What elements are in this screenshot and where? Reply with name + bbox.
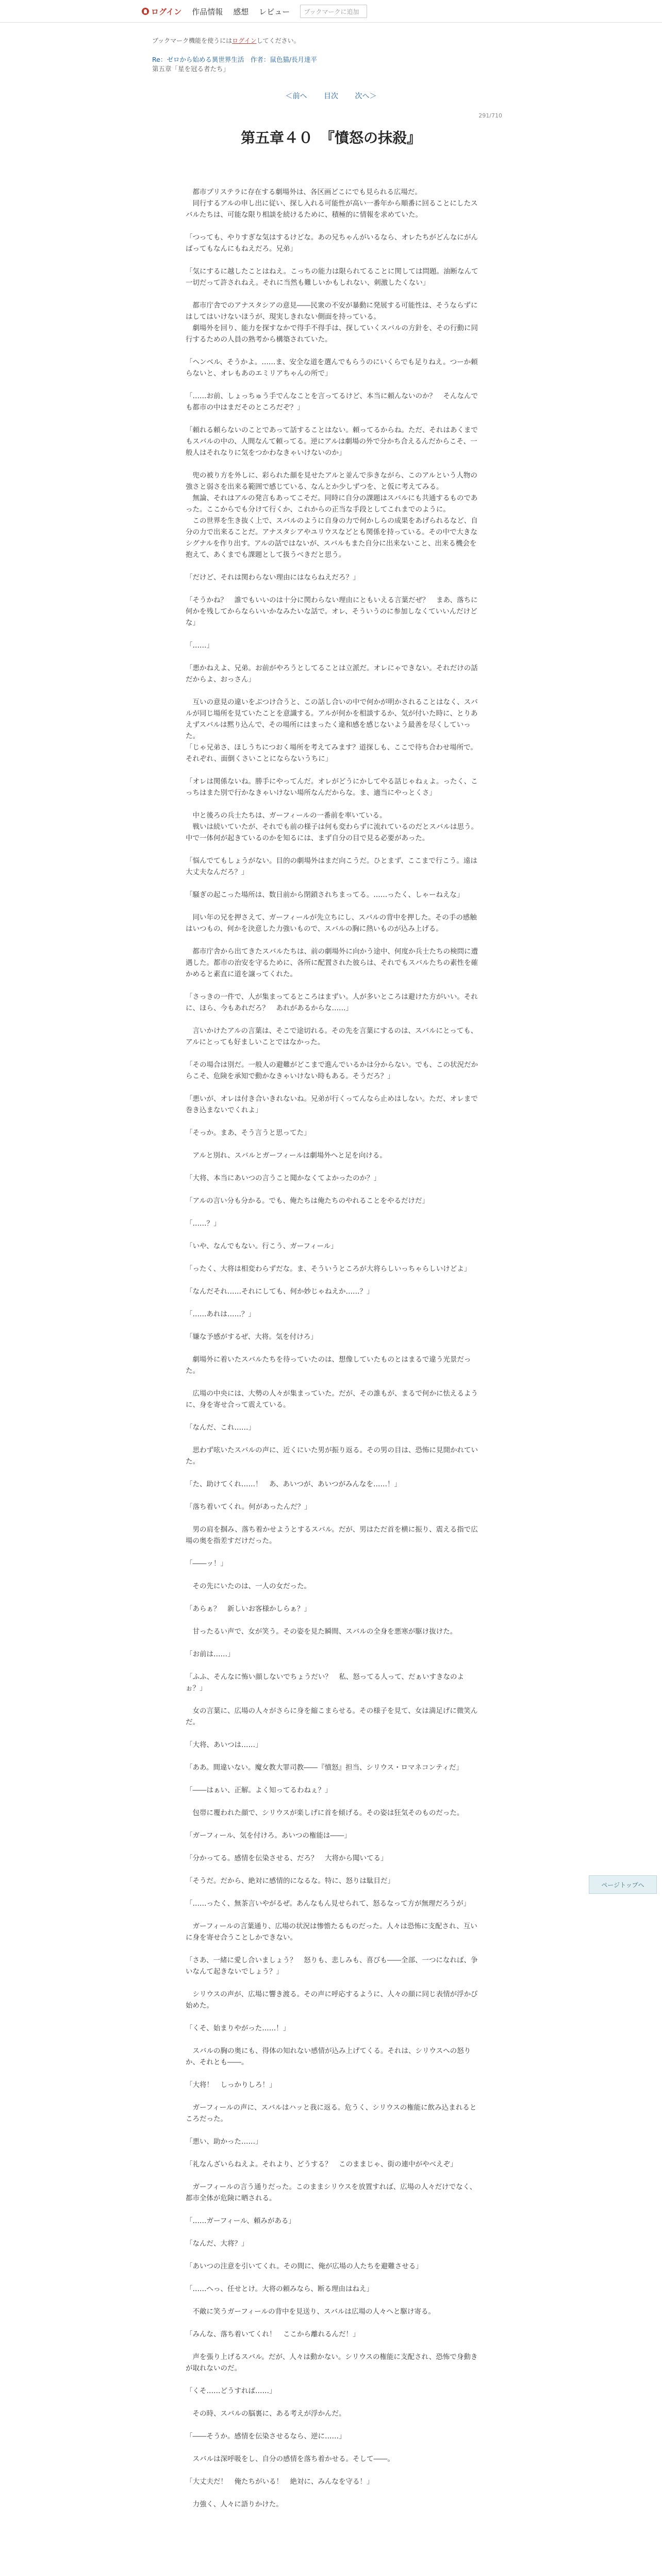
novel-paragraph: 中と後ろの兵士たちは、ガーフィールの一番前を率いている。 bbox=[186, 811, 387, 820]
novel-body bbox=[186, 187, 479, 2510]
notice-suffix: してください。 bbox=[256, 37, 300, 44]
novel-paragraph bbox=[186, 2317, 479, 2329]
novel-paragraph: 「大丈夫だ！ 俺たちがいる！ 絶対に、みんなを守る！」 bbox=[186, 2478, 374, 2486]
novel-paragraph bbox=[186, 901, 479, 912]
novel-paragraph: スバルの胸の奥にも、得体の知れない感情が込み上げてくる。それは、シリウスへの怒りか、それとも――。 bbox=[186, 2047, 471, 2066]
novel-paragraph bbox=[186, 765, 479, 776]
novel-paragraph: 「……ガーフィール、頼みがある」 bbox=[186, 2217, 295, 2225]
novel-paragraph bbox=[186, 2068, 479, 2079]
novel-paragraph: 「なんだ、大将？」 bbox=[186, 2240, 249, 2248]
novel-paragraph: 「悪かねえよ、兄弟。お前がやろうとしてることは立派だ。オレにゃできない。それだけの話だからよ、おっさん」 bbox=[186, 664, 478, 684]
novel-paragraph: 互いの意見の違いをぶつけ合うと、この話し合いの中で何かが明かされることはなく、スバルが同じ場所を見ていたことを意識する。アルが何かを相談するか、気が付いた時に、とりあえずスバルは黙り込んで、その場所にはまったく違和感を感じないよう最善を尽くしていった。 bbox=[186, 698, 478, 740]
novel-paragraph bbox=[186, 561, 479, 572]
novel-paragraph: 「なんだそれ……それにしても、何か妙じゃねえか……？」 bbox=[186, 1287, 374, 1296]
novel-paragraph: 「落ち着いてくれ。何があったんだ？」 bbox=[186, 1503, 311, 1511]
login-button[interactable] bbox=[142, 6, 181, 17]
novel-paragraph bbox=[186, 1751, 479, 1762]
novel-paragraph: その時、スバルの脳裏に、ある考えが浮かんだ。 bbox=[186, 2410, 346, 2418]
nav-work-info[interactable]: 作品情報 bbox=[192, 7, 223, 16]
login-notice bbox=[152, 36, 300, 45]
novel-paragraph: 「嫌な予感がするぜ、大将。気を付けろ」 bbox=[186, 1333, 318, 1341]
novel-paragraph bbox=[186, 221, 479, 232]
novel-paragraph: 包帯に覆われた顔で、シリウスが楽しげに首を傾げる。その姿は狂気そのものだった。 bbox=[186, 1809, 464, 1817]
novel-paragraph: 「頼れる頼らないのことであって話することはない。頼ってるからね。ただ、それはあくまでもスバルの中の、人間なんて頼ってる。逆にアルは劇場の外で分かち合えるんだからこそ、一般人はそれなりに気をつかわなきゃいけないのか」 bbox=[186, 426, 478, 457]
novel-paragraph: 「ガーフィール、気を付けろ。あいつの権能は――」 bbox=[186, 1832, 351, 1840]
novel-paragraph bbox=[186, 1909, 479, 1921]
novel-paragraph: 「気にするに越したことはねえ。こっちの能力は限られてることに関しては問題。油断なんて一切だって許されねえ。それに当然も難しいかもしれない、刺激したくない」 bbox=[186, 267, 478, 287]
novel-paragraph bbox=[186, 2125, 479, 2136]
novel-paragraph bbox=[186, 2227, 479, 2238]
novel-paragraph: 「みんな、落ち着いてくれ！ ここから離れるんだ！」 bbox=[186, 2330, 360, 2338]
novel-paragraph: 「……？」 bbox=[186, 1219, 221, 1228]
novel-paragraph: 言いかけたアルの言葉は、そこで途切れる。その先を言葉にするのは、スバルにとっても、アルにとっても好ましいことではなかった。 bbox=[186, 1027, 478, 1046]
novel-paragraph: 「その場合は別だ。一般人の避難がどこまで進んでいるかは分からない。でも、この状況だからこそ、危険を承知で動かなきゃいけない時もある。そうだろ？」 bbox=[186, 1061, 478, 1080]
nav-impressions[interactable]: 感想 bbox=[233, 7, 249, 16]
novel-paragraph: 戦いは続いていたが、それでも前の様子は何も変わらずに流れているのだとスバルは思う。中で一体何が起きているのかを知るには、まず自分の目で見る必要があった。 bbox=[186, 823, 478, 842]
novel-paragraph bbox=[186, 1320, 479, 1331]
novel-paragraph: 女の言葉に、広場の人々がさらに身を縮こまらせる。その様子を見て、女は満足げに微笑んだ。 bbox=[186, 1707, 478, 1726]
novel-paragraph bbox=[186, 1377, 479, 1388]
novel-paragraph bbox=[186, 1116, 479, 1127]
novel-paragraph bbox=[186, 1343, 479, 1354]
novel-paragraph bbox=[186, 2011, 479, 2023]
novel-paragraph bbox=[186, 379, 479, 391]
novel-paragraph: 「ああ。間違いない。魔女教大罪司教――『憤怒』担当、シリウス・ロマネコンティだ」 bbox=[186, 1764, 463, 1772]
user-icon bbox=[142, 8, 149, 15]
novel-paragraph bbox=[186, 1048, 479, 1059]
novel-paragraph bbox=[186, 255, 479, 266]
novel-paragraph: 「大将、あいつは……」 bbox=[186, 1741, 262, 1749]
novel-paragraph bbox=[186, 2034, 479, 2045]
novel-paragraph bbox=[186, 2170, 479, 2181]
novel-paragraph: 「アルの言い分も分かる。でも、俺たちは俺たちのやれることをやるだけだ」 bbox=[186, 1197, 429, 1205]
novel-paragraph: 都市庁舎でのアナスタシアの意見――民衆の不安が暴動に発展する可能性は、そうならずにはしてはいけないほうが、現実しきれない側面を持っている。 bbox=[186, 301, 478, 321]
novel-paragraph: 「礼なんざいらねえよ。それより、どうする？ このままじゃ、街の連中がやべえぞ」 bbox=[186, 2160, 457, 2168]
top-nav-bar bbox=[0, 0, 662, 23]
novel-paragraph bbox=[186, 583, 479, 595]
novel-paragraph bbox=[186, 1082, 479, 1093]
novel-paragraph: 都市プリステラに存在する劇場外は、各区画どこにでも見られる広場だ。 bbox=[186, 188, 422, 196]
novel-paragraph: 力強く、人々に語りかけた。 bbox=[186, 2500, 283, 2509]
novel-paragraph bbox=[186, 1467, 479, 1479]
episode-counter: 291/710 bbox=[478, 112, 502, 119]
nav-reviews[interactable]: レビュー bbox=[259, 7, 290, 16]
novel-paragraph bbox=[186, 2091, 479, 2102]
novel-paragraph: シリウスの声が、広場に響き渡る。その声に呼応するように、人々の顔に同じ表情が浮かび始めた。 bbox=[186, 1990, 478, 2010]
novel-paragraph: 同い年の兄を押さえて、ガーフィールが先立ちにし、スバルの背中を押した。その手の感触はいつもの、何かを決意した力強いもので、スバルの胸に熱いものが込み上げる。 bbox=[186, 913, 477, 933]
novel-paragraph bbox=[186, 2272, 479, 2283]
novel-paragraph bbox=[186, 844, 479, 855]
novel-paragraph: 「つっても、やりすぎな気はするけどな。あの兄ちゃんがいるなら、オレたちがどんなにがんばってもなんにもねえだろ。兄弟」 bbox=[186, 233, 478, 253]
top-nav-inner bbox=[142, 0, 367, 23]
novel-paragraph bbox=[186, 1297, 479, 1309]
novel-paragraph: 「いや、なんでもない。行こう、ガーフィール」 bbox=[186, 1242, 338, 1250]
novel-paragraph bbox=[186, 1547, 479, 1558]
novel-paragraph: 「そうかね？ 誰でもいいのは十分に関わらない理由にともいえる言葉だぜ？ まあ、落ちに何かを残してからならいいかなみたいな話で。オレ、そういうのに参加しなくていいんだけどな」 bbox=[186, 596, 478, 627]
novel-paragraph: 声を張り上げるスバル。だが、人々は動かない。シリウスの権能に支配され、恐怖で身動きが取れないのだ。 bbox=[186, 2353, 478, 2372]
author-link[interactable]: 鼠色猫/長月達平 bbox=[270, 56, 318, 63]
novel-paragraph bbox=[186, 1773, 479, 1785]
novel-paragraph bbox=[186, 799, 479, 810]
notice-prefix: ブックマーク機能を使うには bbox=[152, 37, 233, 44]
novel-paragraph: 兜の被り方を外しに、彩られた顔を見せたアルと並んで歩きながら、このアルという人物の強さと弱さを出来る範囲で感じている、なんとか少しずつを、と仮に考えてみる。 bbox=[186, 471, 477, 491]
toc-link[interactable]: 目次 bbox=[324, 92, 338, 100]
novel-paragraph bbox=[186, 459, 479, 470]
novel-paragraph bbox=[186, 2465, 479, 2476]
novel-paragraph: 「……お前、しょっちゅう手でんなことを言ってるけど、本当に頼んないのか？ そんなんでも都市の中はまだそのところだぞ？」 bbox=[186, 392, 478, 412]
novel-paragraph: 「オレは関係ないね。勝手にやってんだ。オレがどうにかしてやる話じゃねぇよ。ったく、こっちはまた別で行かなきゃいけない場所なんだからな。ま、適当にやっとくさ」 bbox=[186, 777, 478, 797]
novel-paragraph: 同行するアルの申し出に従い、探し入れる可能性が高い一番年から順番に回ることにしたスバルたちは、可能な限り相談を続けるために、積極的に情報を求めていた。 bbox=[186, 199, 478, 219]
novel-paragraph bbox=[186, 1819, 479, 1830]
prev-episode-link[interactable]: ＜前へ bbox=[285, 92, 307, 100]
novel-paragraph bbox=[186, 2204, 479, 2215]
novel-paragraph bbox=[186, 1433, 479, 1445]
novel-paragraph: 広場の中央には、大勢の人々が集まっていた。だが、その誰もが、まるで何かに怯えるように、身を寄せ合って震えている。 bbox=[186, 1389, 478, 1409]
novel-paragraph: 「ったく、大将は相変わらずだな。ま、そういうところが大将らしいっちゃらしいけどよ」 bbox=[186, 1265, 471, 1273]
novel-paragraph bbox=[186, 1637, 479, 1649]
novel-paragraph: ガーフィールの言う通りだった。このままシリウスを放置すれば、広場の人々だけでなく、都市全体が危険に晒される。 bbox=[186, 2183, 477, 2202]
novel-paragraph bbox=[186, 2147, 479, 2159]
series-info bbox=[152, 55, 317, 64]
novel-paragraph: 「――はぁい、正解。よく知ってるわねぇ？」 bbox=[186, 1786, 332, 1794]
novel-paragraph bbox=[186, 1660, 479, 1671]
novel-paragraph: 「騒ぎの起こった場所は、数日前から閉鎖されちまってる。……ったく、しゃーねえな」 bbox=[186, 891, 464, 899]
novel-paragraph: その先にいたのは、一人の女だった。 bbox=[186, 1582, 311, 1590]
novel-paragraph: 「悪い、助かった……」 bbox=[186, 2138, 262, 2146]
novel-paragraph bbox=[186, 1275, 479, 1286]
novel-paragraph: 不敵に笑うガーフィールの背中を見送り、スバルは広場の人々へと駆け寄る。 bbox=[186, 2308, 435, 2316]
novel-paragraph: ガーフィールの言葉通り、広場の状況は惨憺たるものだった。人々は恐怖に支配され、互いに身を寄せ合うことしかできない。 bbox=[186, 1922, 477, 1942]
novel-paragraph bbox=[186, 1252, 479, 1263]
novel-paragraph: 「あいつの注意を引いてくれ。その間に、俺が広場の人たちを避難させる」 bbox=[186, 2262, 423, 2270]
novel-paragraph: 「お前は……」 bbox=[186, 1650, 235, 1658]
novel-paragraph: 甘ったるい声で、女が笑う。その姿を見た瞬間、スバルの全身を悪寒が駆け抜けた。 bbox=[186, 1628, 457, 1636]
novel-paragraph bbox=[186, 1796, 479, 1807]
novel-paragraph: 劇場外に着いたスバルたちを待っていたのは、想像していたものとはまるで違う光景だった。 bbox=[186, 1355, 471, 1375]
novel-paragraph: 「そっか。まあ、そう言うと思ってた」 bbox=[186, 1129, 311, 1137]
novel-paragraph bbox=[186, 935, 479, 946]
novel-paragraph bbox=[186, 1943, 479, 1955]
series-title-link[interactable]: Re：ゼロから始める異世界生活 作者： bbox=[152, 56, 270, 63]
chapter-title: 第五章４０ 『憤怒の抹殺』 bbox=[240, 129, 421, 146]
novel-paragraph: スバルは深呼吸をし、自分の感情を落ち着かせる。そして――。 bbox=[186, 2455, 394, 2463]
novel-paragraph bbox=[186, 345, 479, 357]
novel-paragraph bbox=[186, 1014, 479, 1025]
novel-paragraph: 「なんだ、これ……」 bbox=[186, 1423, 255, 1432]
episode-pager bbox=[0, 91, 662, 101]
novel-paragraph bbox=[186, 2419, 479, 2431]
novel-paragraph bbox=[186, 1490, 479, 1501]
novel-paragraph bbox=[186, 2295, 479, 2306]
novel-paragraph bbox=[186, 1977, 479, 1989]
novel-paragraph bbox=[186, 1207, 479, 1218]
novel-paragraph bbox=[186, 629, 479, 640]
novel-paragraph: 「さっきの一件で、人が集まってるところはまずい。人が多いところは避けた方がいい。それに、ほら、今もあれだろ？ あれがあるからな……」 bbox=[186, 993, 478, 1012]
novel-paragraph: 「悪いが、オレは付き合いきれないね。兄弟が行くってんなら止めはしない。ただ、オレまで巻き込まないでくれよ」 bbox=[186, 1095, 478, 1114]
novel-paragraph bbox=[186, 289, 479, 300]
login-label: ログイン bbox=[151, 7, 182, 16]
novel-paragraph: アルと別れ、スバルとガーフィールは劇場外へと足を向ける。 bbox=[186, 1151, 387, 1160]
novel-paragraph: 「あらぁ？ 新しいお客様かしらぁ？」 bbox=[186, 1605, 311, 1613]
novel-paragraph: 都市庁舎から出てきたスバルたちは、前の劇場外に向かう途中、何度か兵士たちの検問に遭遇した。都市の治安を守るために、各所に配置された彼らは、それでもスバルたちの素性を確かめると素直に道を譲ってくれた。 bbox=[186, 947, 478, 978]
novel-paragraph bbox=[186, 980, 479, 991]
novel-paragraph: 劇場外を回り、能力を探すなかで得手不得手は、探していくスバルの方針を、その行動に同行するための人員の熟考から構築されていた。 bbox=[186, 324, 478, 344]
novel-paragraph bbox=[186, 1139, 479, 1150]
novel-paragraph: 男の肩を掴み、落ち着かせようとするスバル。だが、男はただ首を横に振り、震える指で広場の奥を指差すだけだった。 bbox=[186, 1526, 478, 1545]
novel-paragraph: この世界を生き抜く上で、スバルのように自身の力で何かしらの成果をあげられるなど、自分の力で出来ることだ。アナスタシアやユリウスなどとも関係を持っている。その中で大きなシグナルを作り出す。アルの話ではないが、スバルもまた自分に出来ないこと、出来る機会を抱えて、あくまでも課題として扱うべきだと思う。 bbox=[186, 517, 478, 559]
novel-paragraph bbox=[186, 1694, 479, 1705]
novel-paragraph: ガーフィールの声に、スバルはハッと我に返る。危うく、シリウスの権能に飲み込まれるところだった。 bbox=[186, 2104, 477, 2123]
novel-paragraph bbox=[186, 1411, 479, 1422]
novel-paragraph: 「た、助けてくれ……！ あ、あいつが、あいつがみんなを……！」 bbox=[186, 1480, 401, 1488]
novel-paragraph bbox=[186, 413, 479, 425]
novel-paragraph bbox=[186, 1841, 479, 1853]
novel-paragraph bbox=[186, 2374, 479, 2385]
novel-paragraph: 「じゃ兄弟さ、ほしうちにつおく場所を考えてみます？道探しも、ここで待ち合わせ場所で。それぞれ、面倒くさいことにならないうちに」 bbox=[186, 743, 477, 763]
novel-paragraph bbox=[186, 2249, 479, 2261]
novel-paragraph: 無論、それはアルの発言もあってこそだ。同時に自分の課題はスバルにも共通するものであった。ここからでも分けて行くか、これからの正当な手段としてこれまでのように。 bbox=[186, 494, 478, 514]
next-episode-link[interactable]: 次へ＞ bbox=[355, 92, 377, 100]
novel-paragraph bbox=[186, 1229, 479, 1241]
novel-paragraph bbox=[186, 2340, 479, 2351]
novel-paragraph: 「さあ、一緒に愛し合いましょう？ 怒りも、悲しみも、喜びも――全部、一つになれば、争いなんて起きないでしょう？」 bbox=[186, 1956, 478, 1976]
page-top-button[interactable]: ページトップへ bbox=[589, 1875, 657, 1894]
novel-paragraph: 「……へっ、任せとけ。大将の頼みなら、断る理由はねえ」 bbox=[186, 2285, 373, 2293]
novel-paragraph bbox=[186, 1887, 479, 1898]
novel-paragraph: 「大将！ しっかりしろ！」 bbox=[186, 2081, 276, 2089]
novel-paragraph bbox=[186, 1569, 479, 1581]
novel-paragraph bbox=[186, 685, 479, 697]
novel-paragraph: 「だけど、それは関わらない理由にはならねえだろ？」 bbox=[186, 573, 360, 582]
novel-paragraph bbox=[186, 1184, 479, 1195]
novel-paragraph: 「――そうか。感情を伝染させるなら、逆に……」 bbox=[186, 2432, 346, 2441]
novel-paragraph: 思わず呟いたスバルの声に、近くにいた男が振り返る。その男の目は、恐怖に見開かれていた。 bbox=[186, 1446, 478, 1466]
novel-paragraph bbox=[186, 1592, 479, 1603]
bookmark-add-button[interactable]: ブックマークに追加 bbox=[300, 5, 367, 18]
novel-paragraph bbox=[186, 1161, 479, 1173]
chapter-group-label: 第五章「星を冠る者たち」 bbox=[152, 65, 230, 73]
novel-paragraph bbox=[186, 2442, 479, 2453]
novel-paragraph: 「くそ……どうすれば……」 bbox=[186, 2387, 276, 2395]
novel-paragraph: 「分かってる。感情を伝染させる、だろ？ 大将から聞いてる」 bbox=[186, 1854, 388, 1862]
novel-paragraph bbox=[186, 2397, 479, 2408]
novel-paragraph bbox=[186, 2487, 479, 2499]
novel-paragraph: 「……ったく、無茶言いやがるぜ。あんなもん見せられて、怒るなって方が無理だろうが」 bbox=[186, 1900, 471, 1908]
novel-paragraph: 「そうだ。だから、絶対に感情的になるな。特に、怒りは駄目だ」 bbox=[186, 1877, 394, 1885]
novel-paragraph bbox=[186, 1615, 479, 1626]
notice-login-link[interactable]: ログイン bbox=[232, 37, 257, 44]
novel-paragraph: 「――ッ！」 bbox=[186, 1560, 227, 1568]
novel-paragraph: 「くそ、始まりやがった……！」 bbox=[186, 2024, 290, 2032]
novel-paragraph bbox=[186, 1513, 479, 1524]
novel-paragraph bbox=[186, 1864, 479, 1875]
novel-paragraph: 「……あれは……？」 bbox=[186, 1310, 255, 1318]
novel-paragraph: 「ヘンベル、そうかよ。……ま、安全な道を選んでもらうのにいくらでも足りねえ。つーか頼らないと、オレもあのエミリアちゃんの所で」 bbox=[186, 358, 478, 378]
novel-paragraph: 「悩んでてもしょうがない。目的の劇場外はまだ向こうだ。ひとまず、ここまで行こう。遠は大丈夫なんだろ？」 bbox=[186, 857, 477, 876]
novel-paragraph: 「ふふ、そんなに怖い顔しないでちょうだい？ 私、怒ってる人って、だぁいすきなのよぉ？」 bbox=[186, 1673, 464, 1692]
novel-paragraph bbox=[186, 878, 479, 889]
novel-paragraph bbox=[186, 1728, 479, 1739]
novel-paragraph bbox=[186, 651, 479, 663]
novel-paragraph: 「大将、本当にあいつの言うこと聞かなくてよかったのか？」 bbox=[186, 1174, 380, 1182]
novel-paragraph: 「……」 bbox=[186, 641, 213, 650]
